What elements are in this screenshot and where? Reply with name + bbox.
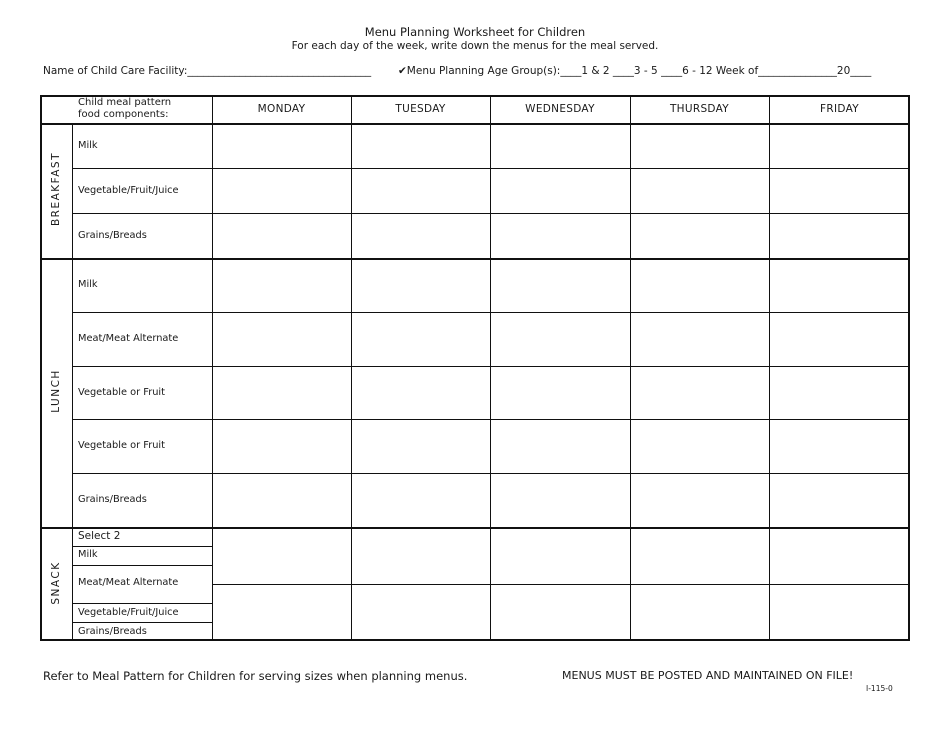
row-label-lunch-veg2: Vegetable or Fruit bbox=[78, 440, 165, 451]
row-divider bbox=[72, 603, 212, 604]
row-divider bbox=[72, 312, 910, 313]
row-label-lunch-milk: Milk bbox=[78, 279, 98, 290]
row-label-lunch-grains: Grains/Breads bbox=[78, 494, 147, 505]
age-group-week-field[interactable]: ✔Menu Planning Age Group(s):____1 & 2 ____3 - 5 ____6 - 12 Week of_______________20____ bbox=[398, 65, 872, 77]
corner-label-line1: Child meal pattern bbox=[78, 97, 172, 108]
row-divider bbox=[72, 622, 212, 623]
meal-label-breakfast: BREAKFAST bbox=[50, 151, 62, 227]
row-label-breakfast-veg: Vegetable/Fruit/Juice bbox=[78, 185, 179, 196]
header-monday: MONDAY bbox=[257, 103, 306, 115]
header-wednesday: WEDNESDAY bbox=[525, 103, 595, 115]
corner-label-line2: food components: bbox=[78, 109, 169, 120]
meal-divider bbox=[40, 527, 910, 529]
row-divider bbox=[72, 419, 910, 420]
row-divider bbox=[72, 473, 910, 474]
row-label-snack-veg: Vegetable/Fruit/Juice bbox=[78, 607, 179, 618]
row-label-snack-meat: Meat/Meat Alternate bbox=[78, 577, 179, 588]
page-title: Menu Planning Worksheet for Children bbox=[364, 25, 586, 39]
day-column-divider bbox=[490, 95, 491, 641]
row-label-snack-milk: Milk bbox=[78, 549, 98, 560]
row-label-breakfast-grains: Grains/Breads bbox=[78, 230, 147, 241]
day-column-divider bbox=[351, 95, 352, 641]
meal-column-divider bbox=[72, 123, 73, 641]
posted-notice: MENUS MUST BE POSTED AND MAINTAINED ON FILE! bbox=[562, 669, 854, 682]
row-divider bbox=[72, 366, 910, 367]
row-label-snack-select: Select 2 bbox=[78, 530, 121, 542]
corner-label bbox=[78, 97, 171, 121]
day-column-divider bbox=[769, 95, 770, 641]
facility-name-field[interactable]: Name of Child Care Facility:___________________________________ bbox=[43, 65, 372, 77]
row-divider bbox=[72, 168, 910, 169]
row-divider bbox=[72, 546, 212, 547]
meal-divider bbox=[40, 258, 910, 260]
row-label-breakfast-milk: Milk bbox=[78, 140, 98, 151]
row-divider bbox=[72, 565, 212, 566]
row-label-lunch-meat: Meat/Meat Alternate bbox=[78, 333, 179, 344]
meal-label-snack: SNACK bbox=[50, 561, 62, 605]
row-label-lunch-veg1: Vegetable or Fruit bbox=[78, 387, 165, 398]
header-thursday: THURSDAY bbox=[669, 103, 730, 115]
day-column-divider bbox=[630, 95, 631, 641]
table-border bbox=[40, 95, 910, 641]
form-number: I-115-0 bbox=[866, 684, 893, 693]
row-label-snack-grains: Grains/Breads bbox=[78, 626, 147, 637]
page-subtitle: For each day of the week, write down the menus for the meal served. bbox=[291, 40, 659, 52]
header-tuesday: TUESDAY bbox=[395, 103, 446, 115]
component-column-divider bbox=[212, 95, 213, 641]
row-divider bbox=[72, 213, 910, 214]
header-friday: FRIDAY bbox=[820, 103, 859, 115]
menu-planning-table bbox=[40, 95, 910, 641]
refer-note: Refer to Meal Pattern for Children for serving sizes when planning menus. bbox=[43, 669, 468, 683]
header-divider bbox=[40, 123, 910, 125]
meal-label-lunch: LUNCH bbox=[50, 369, 62, 413]
row-divider bbox=[212, 584, 910, 585]
